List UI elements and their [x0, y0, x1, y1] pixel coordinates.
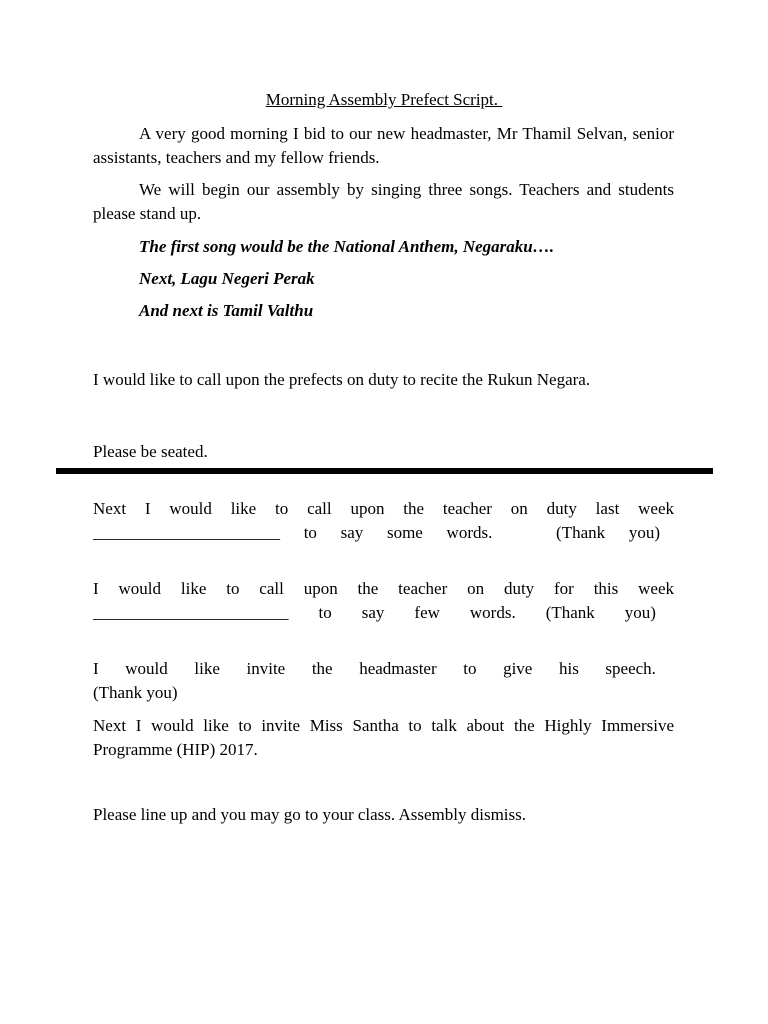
word: you) [628, 523, 660, 542]
greeting-paragraph: A very good morning I bid to our new headmaster, Mr Thamil Selvan, senior assistants, teachers and my fellow friends. [93, 124, 674, 167]
last-week-line-1 [93, 497, 674, 521]
word: some [386, 523, 423, 542]
rukun-negara-paragraph: I would like to call upon the prefects on duty to recite the Rukun Negara. [93, 370, 591, 389]
word: headmaster [359, 659, 437, 678]
word: give [503, 659, 533, 678]
word: to [318, 603, 332, 622]
song-lagu-negeri-perak: Next, Lagu Negeri Perak [139, 269, 315, 288]
word: (Thank [556, 523, 606, 542]
word: say [361, 603, 385, 622]
word: (Thank [545, 603, 595, 622]
songs-intro-paragraph: We will begin our assembly by singing three songs. Teachers and students please stand up. [93, 180, 674, 223]
headmaster-line-2: (Thank you) [93, 683, 178, 702]
word: you) [624, 603, 656, 622]
word: to [463, 659, 477, 678]
this-week-line-1 [93, 577, 674, 601]
word: the [311, 659, 333, 678]
last-week-line-2 [93, 521, 660, 545]
word: would [125, 659, 168, 678]
word: to [303, 523, 317, 542]
word: invite [246, 659, 286, 678]
be-seated-line: Please be seated. [93, 442, 208, 461]
this-week-teacher-paragraph [93, 577, 674, 625]
hip-talk-paragraph: Next I would like to invite Miss Santha to talk about the Highly Immersive Programme (HIP) 2017. [93, 716, 674, 759]
song-national-anthem: The first song would be the National Anthem, Negaraku…. [139, 237, 554, 256]
word: words. [446, 523, 493, 542]
word: his [558, 659, 579, 678]
this-week-line-1-text: I would like to call upon the teacher on duty for this week [93, 579, 674, 598]
this-week-line-2 [93, 601, 656, 625]
section-divider [56, 468, 713, 474]
word: few [414, 603, 440, 622]
song-tamil-valthu: And next is Tamil Valthu [139, 301, 314, 320]
this-week-name-blank: _______________________ [93, 603, 289, 622]
word: speech. [605, 659, 656, 678]
last-week-line-1-text: Next I would like to call upon the teacher on duty last week [93, 499, 674, 518]
page-title: Morning Assembly Prefect Script. [265, 90, 503, 109]
word: words. [469, 603, 516, 622]
word: I [93, 659, 99, 678]
word: say [340, 523, 364, 542]
headmaster-speech-paragraph [93, 657, 674, 705]
word: like [194, 659, 220, 678]
headmaster-line-1 [93, 657, 656, 681]
last-week-name-blank: ______________________ [93, 523, 280, 542]
last-week-teacher-paragraph [93, 497, 674, 545]
dismiss-paragraph: Please line up and you may go to your class. Assembly dismiss. [93, 805, 526, 824]
